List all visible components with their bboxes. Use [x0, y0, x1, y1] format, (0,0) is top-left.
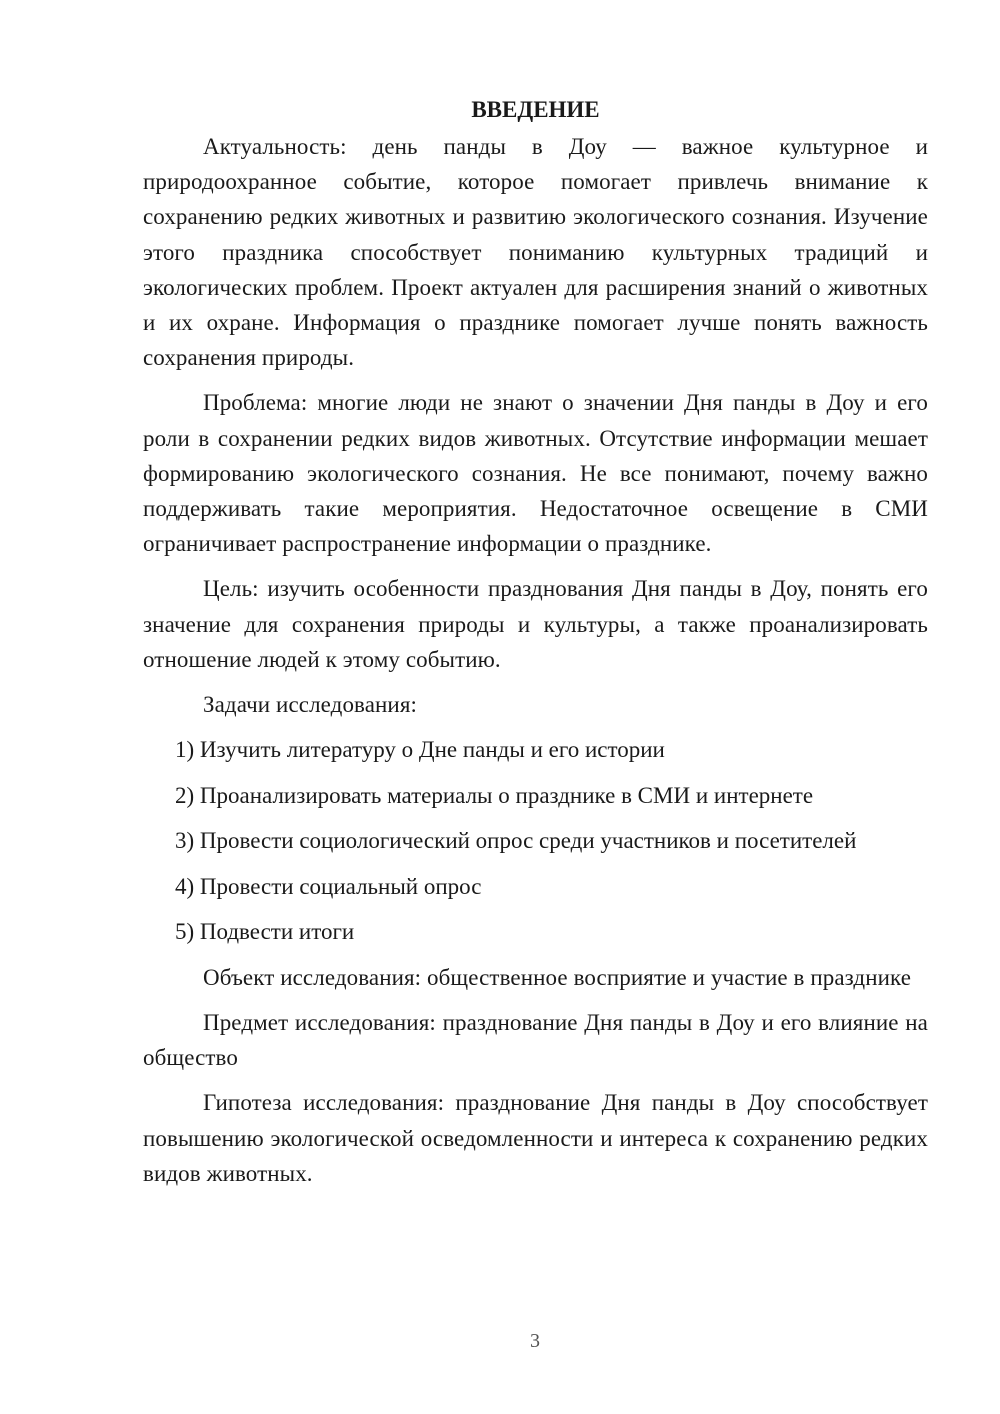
paragraph-relevance: Актуальность: день панды в Доу — важное культурное и природоохранное событие, которое помогает привлечь внимание к сохранению редких животных и развитию экологического сознания. Изучение этого праздника способствует пониманию культурных традиций и экологических проблем. Проект актуален для расширения знаний о животных и их охране. Информация о празднике помогает лучше понять важность сохранения природы. — [143, 134, 928, 371]
task-item: 5) Подвести итоги — [175, 919, 355, 945]
paragraph-tasks-title: Задачи исследования: — [203, 692, 418, 718]
task-list — [143, 732, 928, 949]
document-page — [143, 92, 928, 1201]
paragraph-subject: Предмет исследования: празднование Дня панды в Доу и его влияние на общество — [143, 1009, 928, 1071]
page-number: 3 — [530, 1330, 540, 1352]
paragraph-object: Объект исследования: общественное восприятие и участие в празднике — [203, 964, 912, 990]
paragraph-hypothesis: Гипотеза исследования: празднование Дня панды в Доу способствует повышению экологической осведомленности и интереса к сохранению редких видов животных. — [143, 1090, 928, 1186]
task-item: 2) Проанализировать материалы о празднике в СМИ и интернете — [175, 782, 814, 808]
task-item: 4) Провести социальный опрос — [175, 873, 482, 899]
section-heading: ВВЕДЕНИЕ — [471, 97, 600, 122]
task-item: 1) Изучить литературу о Дне панды и его истории — [175, 737, 665, 763]
task-item: 3) Провести социологический опрос среди участников и посетителей — [175, 828, 857, 854]
paragraph-problem: Проблема: многие люди не знают о значении Дня панды в Доу и его роли в сохранении редких видов животных. Отсутствие информации мешает формированию экологического сознания. Не все понимают, почему важно поддерживать такие мероприятия. Недостаточное освещение в СМИ ограничивает распространение информации о празднике. — [143, 390, 928, 557]
paragraph-goal: Цель: изучить особенности празднования Дня панды в Доу, понять его значение для сохранения природы и культуры, а также проанализировать отношение людей к этому событию. — [143, 576, 928, 672]
